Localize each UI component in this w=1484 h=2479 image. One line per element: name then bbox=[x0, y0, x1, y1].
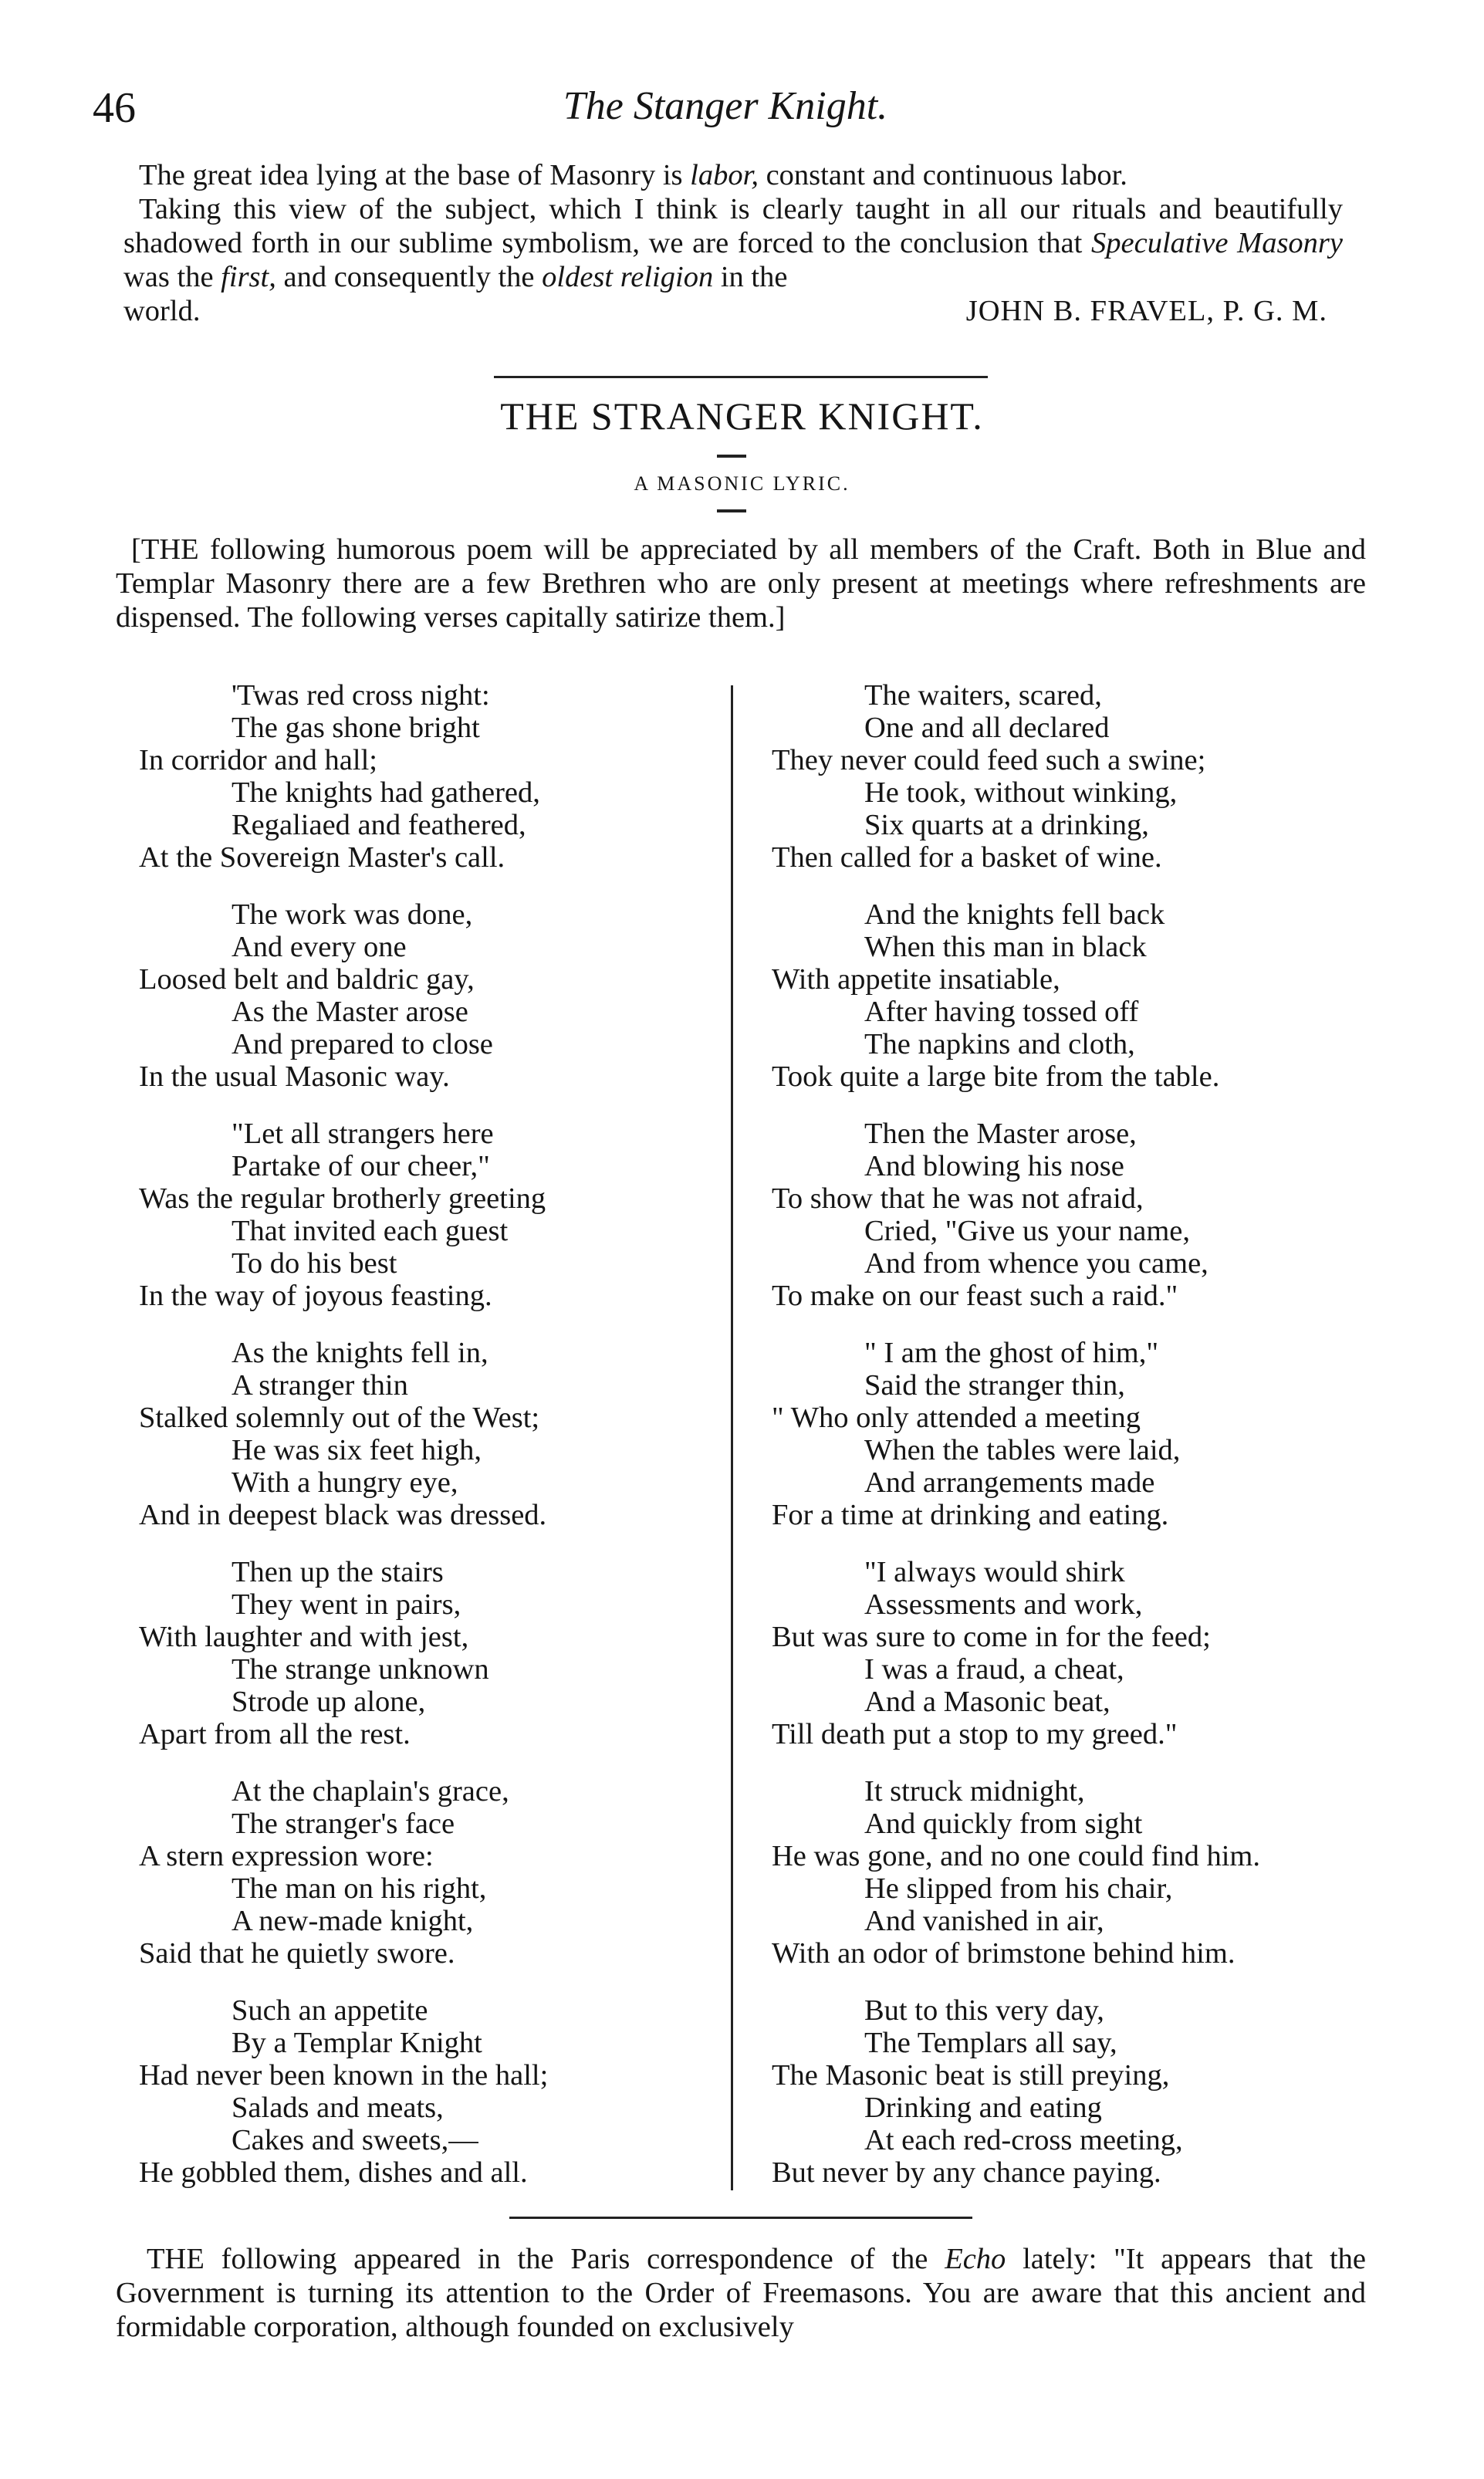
poem-line: Salads and meats, bbox=[232, 2092, 444, 2124]
poem-stanza bbox=[139, 1556, 741, 1750]
poem-line: Strode up alone, bbox=[232, 1686, 426, 1718]
poem-line: With laughter and with jest, bbox=[139, 1621, 469, 1653]
poem-line: By a Templar Knight bbox=[232, 2027, 482, 2059]
page-header bbox=[93, 83, 1358, 145]
title-dash bbox=[717, 455, 746, 458]
signature-line bbox=[123, 294, 1343, 328]
poem-line: Drinking and eating bbox=[864, 2092, 1102, 2124]
poem-line: The work was done, bbox=[232, 898, 473, 931]
poem-line: Then called for a basket of wine. bbox=[772, 841, 1162, 874]
poem-line: And a Masonic beat, bbox=[864, 1686, 1110, 1718]
poem-line: Till death put a stop to my greed." bbox=[772, 1718, 1178, 1750]
poem-line: After having tossed off bbox=[864, 996, 1139, 1028]
poem-line: The Templars all say, bbox=[864, 2027, 1117, 2059]
poem-line: And in deepest black was dressed. bbox=[139, 1499, 547, 1531]
poem-line: And every one bbox=[232, 931, 407, 963]
poem-stanza bbox=[139, 1994, 741, 2189]
poem-line: I was a fraud, a cheat, bbox=[864, 1653, 1124, 1686]
poem-line: At the Sovereign Master's call. bbox=[139, 841, 505, 874]
page-number: 46 bbox=[93, 84, 136, 132]
poem-line: A stranger thin bbox=[232, 1369, 408, 1402]
poem-line: Had never been known in the hall; bbox=[139, 2059, 549, 2092]
poem-line: It struck midnight, bbox=[864, 1775, 1085, 1808]
poem-stanza bbox=[139, 1775, 741, 1970]
poem-line: The napkins and cloth, bbox=[864, 1028, 1135, 1060]
intro-paragraph-2: Taking this view of the subject, which I think is clearly taught in all our rituals and beautifully shadowed forth in our sublime symbolism, we are forced to the conclusion that Speculative Masonry was the first, and consequently the oldest religion in the bbox=[123, 193, 1343, 293]
poem-line: As the Master arose bbox=[232, 996, 468, 1028]
poem-line: That invited each guest bbox=[232, 1215, 509, 1247]
poem-line: "I always would shirk bbox=[864, 1556, 1125, 1588]
running-title: The Stanger Knight. bbox=[563, 84, 888, 128]
poem-line: Cakes and sweets,— bbox=[232, 2124, 478, 2156]
poem-stanza bbox=[772, 1775, 1389, 1970]
closing-rule bbox=[509, 2217, 972, 2219]
section-rule bbox=[494, 376, 988, 378]
poem-line: The gas shone bright bbox=[232, 712, 480, 744]
poem-line: At each red-cross meeting, bbox=[864, 2124, 1183, 2156]
poem-line: And arrangements made bbox=[864, 1466, 1155, 1499]
poem-line: And quickly from sight bbox=[864, 1808, 1143, 1840]
poem-line: In the usual Masonic way. bbox=[139, 1060, 450, 1093]
poem-line: To show that he was not afraid, bbox=[772, 1182, 1144, 1215]
footer-note: THE following appeared in the Paris correspondence of the Echo lately: "It appears that the Government is turning its attention to the Order of Freemasons. You are aware that this ancient and formidable corporation, although founded on exclusively bbox=[116, 2243, 1366, 2343]
poem-right-column bbox=[772, 679, 1389, 2214]
poem-line: The Masonic beat is still preying, bbox=[772, 2059, 1170, 2092]
poem-stanza bbox=[772, 1118, 1389, 1312]
poem-line: Partake of our cheer," bbox=[232, 1150, 490, 1182]
author-signature: JOHN B. FRAVEL, P. G. M. bbox=[965, 295, 1327, 327]
poem-line: A stern expression wore: bbox=[139, 1840, 434, 1872]
poem-line: Was the regular brotherly greeting bbox=[139, 1182, 546, 1215]
poem-line: And prepared to close bbox=[232, 1028, 493, 1060]
poem-stanza bbox=[772, 1337, 1389, 1531]
poem-subtitle: A MASONIC LYRIC. bbox=[634, 472, 850, 495]
poem-line: Said the stranger thin, bbox=[864, 1369, 1125, 1402]
poem-line: In the way of joyous feasting. bbox=[139, 1280, 492, 1312]
poem-line: And vanished in air, bbox=[864, 1905, 1104, 1937]
poem-line: "Let all strangers here bbox=[232, 1118, 494, 1150]
poem-line: Cried, "Give us your name, bbox=[864, 1215, 1191, 1247]
poem-line: They never could feed such a swine; bbox=[772, 744, 1206, 776]
poem-line: The waiters, scared, bbox=[864, 679, 1102, 712]
poem-line: Regaliaed and feathered, bbox=[232, 809, 526, 841]
poem-line: And blowing his nose bbox=[864, 1150, 1124, 1182]
poem-line: The strange unknown bbox=[232, 1653, 489, 1686]
poem-line: " I am the ghost of him," bbox=[864, 1337, 1159, 1369]
poem-line: He was gone, and no one could find him. bbox=[772, 1840, 1260, 1872]
poem-line: He took, without winking, bbox=[864, 776, 1178, 809]
poem-line: Stalked solemnly out of the West; bbox=[139, 1402, 540, 1434]
poem-line: One and all declared bbox=[864, 712, 1110, 744]
poem-line: Then the Master arose, bbox=[864, 1118, 1137, 1150]
poem-stanza bbox=[139, 1118, 741, 1312]
poem-stanza bbox=[139, 1337, 741, 1531]
poem-line: Said that he quietly swore. bbox=[139, 1937, 455, 1970]
poem-line: Loosed belt and baldric gay, bbox=[139, 963, 475, 996]
poem-left-column bbox=[139, 679, 741, 2214]
poem-line: A new-made knight, bbox=[232, 1905, 474, 1937]
poem-line: 'Twas red cross night: bbox=[232, 679, 490, 712]
poem-stanza bbox=[139, 679, 741, 874]
poem-line: Assessments and work, bbox=[864, 1588, 1143, 1621]
column-divider bbox=[731, 685, 733, 2190]
poem-stanza bbox=[772, 1994, 1389, 2189]
poem-title: THE STRANGER KNIGHT. bbox=[500, 394, 984, 438]
poem-line: " Who only attended a meeting bbox=[772, 1402, 1141, 1434]
poem-line: He was six feet high, bbox=[232, 1434, 482, 1466]
poem-line: With a hungry eye, bbox=[232, 1466, 458, 1499]
poem-line: The man on his right, bbox=[232, 1872, 487, 1905]
poem-line: He gobbled them, dishes and all. bbox=[139, 2156, 528, 2189]
poem-line: Then up the stairs bbox=[232, 1556, 444, 1588]
intro-text bbox=[123, 158, 1343, 328]
poem-stanza bbox=[772, 898, 1389, 1093]
poem-line: To do his best bbox=[232, 1247, 397, 1280]
poem-line: But to this very day, bbox=[864, 1994, 1104, 2027]
editor-preface: [THE following humorous poem will be appreciated by all members of the Craft. Both in Blue and Templar Masonry there are a few Brethren who are only present at meetings where refreshments are dispensed. The following verses capitally satirize them.] bbox=[116, 533, 1366, 634]
poem-line: The stranger's face bbox=[232, 1808, 455, 1840]
poem-line: But never by any chance paying. bbox=[772, 2156, 1161, 2189]
poem-line: To make on our feast such a raid." bbox=[772, 1280, 1178, 1312]
poem-line: The knights had gathered, bbox=[232, 776, 540, 809]
poem-line: And the knights fell back bbox=[864, 898, 1165, 931]
poem-line: With appetite insatiable, bbox=[772, 963, 1060, 996]
poem-stanza bbox=[772, 679, 1389, 874]
poem-line: Six quarts at a drinking, bbox=[864, 809, 1149, 841]
poem-stanza bbox=[139, 898, 741, 1093]
poem-line: But was sure to come in for the feed; bbox=[772, 1621, 1211, 1653]
poem-line: He slipped from his chair, bbox=[864, 1872, 1173, 1905]
poem-line: With an odor of brimstone behind him. bbox=[772, 1937, 1236, 1970]
poem-line: When this man in black bbox=[864, 931, 1147, 963]
poem-line: Apart from all the rest. bbox=[139, 1718, 411, 1750]
intro-paragraph-1: The great idea lying at the base of Masonry is labor, constant and continuous labor. bbox=[139, 159, 1127, 191]
poem-line: As the knights fell in, bbox=[232, 1337, 488, 1369]
poem-line: In corridor and hall; bbox=[139, 744, 377, 776]
poem-line: Took quite a large bite from the table. bbox=[772, 1060, 1220, 1093]
poem-line: At the chaplain's grace, bbox=[232, 1775, 509, 1808]
poem-line: For a time at drinking and eating. bbox=[772, 1499, 1169, 1531]
intro-last-word: world. bbox=[123, 295, 201, 327]
poem-line: And from whence you came, bbox=[864, 1247, 1208, 1280]
poem-stanza bbox=[772, 1556, 1389, 1750]
poem-line: When the tables were laid, bbox=[864, 1434, 1181, 1466]
poem-line: They went in pairs, bbox=[232, 1588, 461, 1621]
poem-line: Such an appetite bbox=[232, 1994, 428, 2027]
subtitle-dash bbox=[717, 509, 746, 512]
